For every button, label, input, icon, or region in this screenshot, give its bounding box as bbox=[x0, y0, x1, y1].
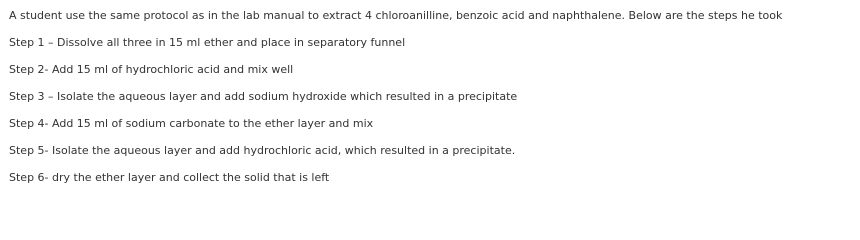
intro-text: A student use the same protocol as in the lab manual to extract 4 chloroanilline, benzoic acid and naphthalene. Below are the steps he took bbox=[9, 9, 783, 22]
step-1-text: Step 1 – Dissolve all three in 15 ml ether and place in separatory funnel bbox=[9, 36, 406, 49]
step-2-text: Step 2- Add 15 ml of hydrochloric acid and mix well bbox=[9, 63, 294, 76]
step-6-text: Step 6- dry the ether layer and collect the solid that is left bbox=[9, 171, 330, 184]
step-5-text: Step 5- Isolate the aqueous layer and add hydrochloric acid, which resulted in a precipitate. bbox=[9, 144, 516, 157]
question-text bbox=[9, 8, 854, 197]
step-3-text: Step 3 – Isolate the aqueous layer and add sodium hydroxide which resulted in a precipitate bbox=[9, 90, 518, 103]
step-4-text: Step 4- Add 15 ml of sodium carbonate to the ether layer and mix bbox=[9, 117, 374, 130]
